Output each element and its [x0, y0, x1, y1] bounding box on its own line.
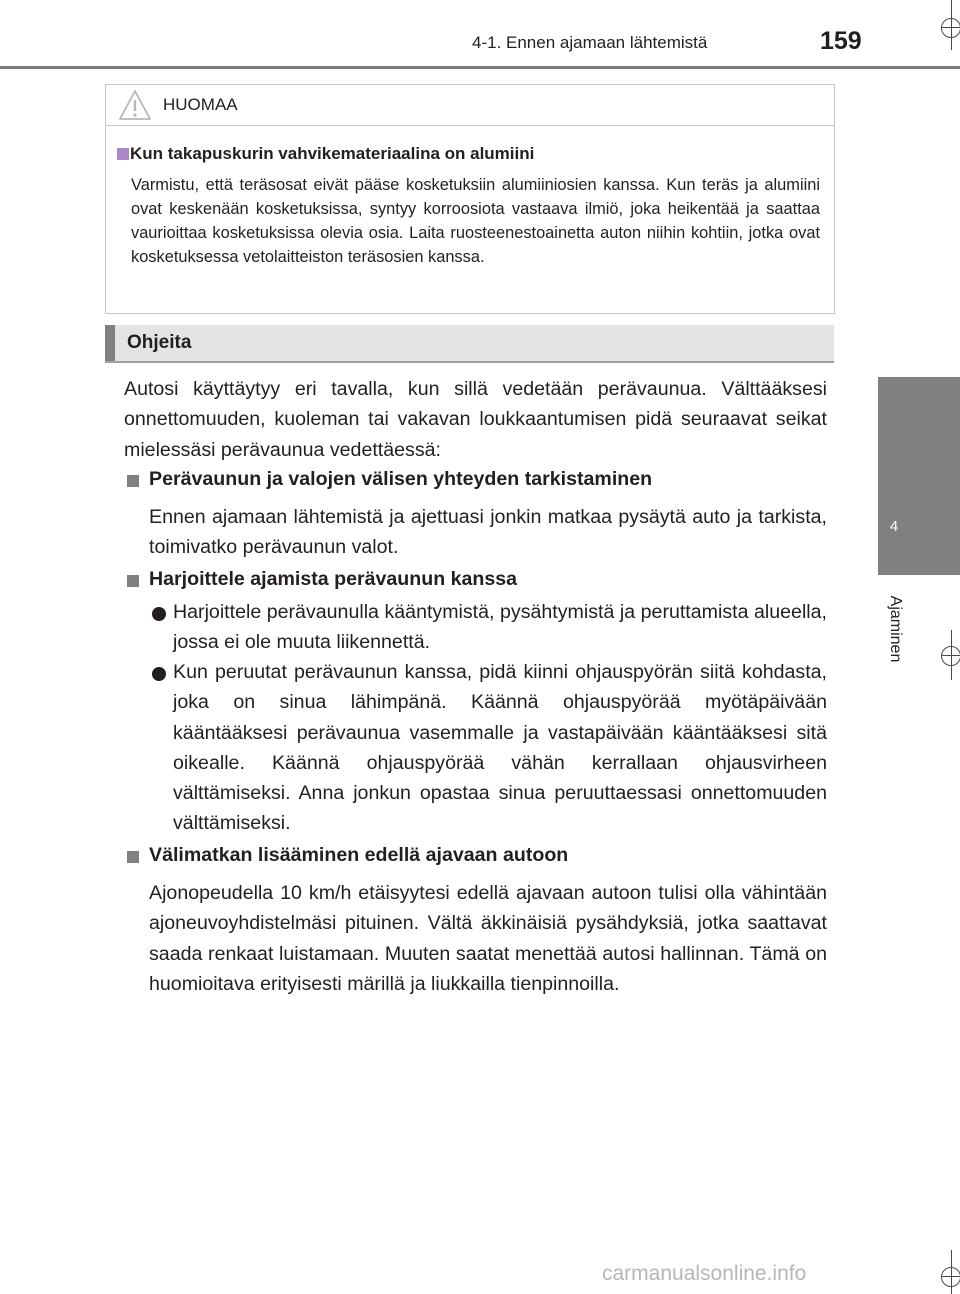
header-rule — [0, 66, 960, 69]
intro-paragraph: Autosi käyttäytyy eri tavalla, kun sillä vedetään perävaunua. Välttääksesi onnettomuuden, kuoleman tai vakavan loukkaantumisen pidä seuraavat seikat mielessäsi perävaunua vedettäessä: — [124, 378, 827, 461]
chapter-tab — [878, 377, 960, 575]
item-heading: Välimatkan lisääminen edellä ajavaan autoon — [149, 844, 569, 866]
square-bullet-icon — [117, 148, 129, 160]
notice-title: HUOMAA — [163, 95, 238, 114]
warning-icon — [118, 89, 152, 121]
notice-subheading: Kun takapuskurin vahvikemateriaalina on alumiini — [130, 144, 535, 163]
section-accent — [105, 325, 115, 361]
item-heading: Harjoittele ajamista perävaunun kanssa — [149, 568, 518, 590]
square-bullet-icon — [127, 475, 139, 487]
item-heading: Perävaunun ja valojen välisen yhteyden tarkistaminen — [149, 468, 653, 490]
bullet-text: Kun peruutat perävaunun kanssa, pidä kiinni ohjauspyörän siitä kohdasta, joka on sinua lähimpänä. Käännä ohjauspyörää myötäpäivään kääntääksesi perävaunua vasemmalle ja vastapäivään kääntääksesi sitä oikealle. Käännä ohjauspyörää vähän kerrallaan ohjausvirheen välttämiseksi. Anna jonkun opastaa sinua peruuttaessasi onnettomuuden välttämiseksi. — [173, 661, 827, 835]
watermark: carmanualsonline.info — [602, 1262, 807, 1285]
chapter-number: 4 — [889, 518, 899, 535]
registration-mark — [941, 646, 960, 666]
square-bullet-icon — [127, 575, 139, 587]
section-header: 4-1. Ennen ajamaan lähtemistä — [472, 33, 708, 52]
chapter-label — [882, 590, 908, 680]
section-title: Ohjeita — [127, 332, 192, 353]
item-paragraph: Ennen ajamaan lähtemistä ja ajettuasi jonkin matkaa pysäytä auto ja tarkista, toimivatko perävaunun valot. — [149, 506, 827, 559]
registration-mark — [941, 18, 960, 38]
registration-mark — [941, 1267, 960, 1287]
bullet-text: Harjoittele perävaunulla kääntymistä, pysähtymistä ja peruttamista alueella, jossa ei ole muuta liikennettä. — [173, 601, 827, 654]
notice-header — [106, 85, 834, 126]
notice-box — [105, 84, 835, 314]
round-bullet-icon — [152, 607, 166, 621]
page-number: 159 — [820, 27, 862, 55]
section-bar — [105, 325, 834, 363]
item-paragraph: Ajonopeudella 10 km/h etäisyytesi edellä ajavaan autoon tulisi olla vähintään ajoneuvoyhdistelmäsi pituinen. Vältä äkkinäisiä pysähdyksiä, jotka saattavat saada renkaat luistamaan. Muuten saatat menettää autosi hallinnan. Tämä on huomioitava erityisesti märillä ja liukkailla tienpinnoilla. — [149, 882, 827, 995]
notice-body: Varmistu, että teräsosat eivät pääse kosketuksiin alumiiniosien kanssa. Kun teräs ja alumiini ovat keskenään kosketuksissa, syntyy korroosiota vastaava ilmiö, joka heikentää ja saattaa vaurioittaa kosketuksissa olevia osia. Laita ruosteenestoainetta auton niihin kohtiin, jotka ovat kosketuksessa vetolaitteiston teräsosien kanssa. — [131, 176, 820, 266]
chapter-label-text: Ajaminen — [887, 595, 904, 663]
round-bullet-icon — [152, 667, 166, 681]
square-bullet-icon — [127, 851, 139, 863]
